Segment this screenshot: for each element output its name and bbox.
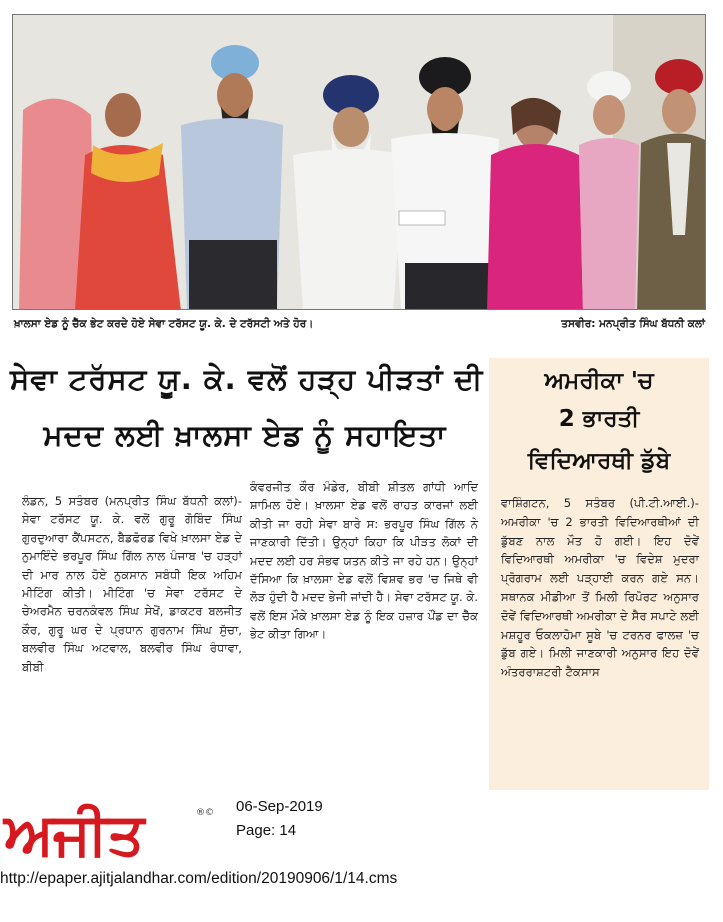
- ajit-logo: ਅਜੀਤ: [4, 800, 144, 868]
- article-column-1: ਲੰਡਨ, 5 ਸਤੰਬਰ (ਮਨਪ੍ਰੀਤ ਸਿੰਘ ਬੱਧਨੀ ਕਲਾਂ)-ਸੇਵਾ ਟਰੱਸਟ ਯੂ. ਕੇ. ਵਲੋਂ ਗੁਰੂ ਗੋਬਿੰਦ ਸਿੰਘ ਗੁਰਦੁਆਰਾ ਕੈਂਪਸਟਨ, ਬੈਡਫੋਰਡ ਵਿਖੇ ਖ਼ਾਲਸਾ ਏਡ ਦੇ ਨੁਮਾਇੰਦੇ ਭਰਪੂਰ ਸਿੰਘ ਗਿੱਲ ਨਾਲ ਪੰਜਾਬ 'ਚ ਹੜ੍ਹਾਂ ਦੀ ਮਾਰ ਨਾਲ ਹੋਏ ਨੁਕਸਾਨ ਸਬੰਧੀ ਇਕ ਅਹਿਮ ਮੀਟਿੰਗ ਕੀਤੀ। ਮੀਟਿੰਗ 'ਚ ਸੇਵਾ ਟਰੱਸਟ ਦੇ ਚੇਅਰਮੈਨ ਚਰਨਕੰਵਲ ਸਿੰਘ ਸੇਖੋਂ, ਡਾਕਟਰ ਬਲਜੀਤ ਕੌਰ, ਗੁਰੂ ਘਰ ਦੇ ਪ੍ਰਧਾਨ ਗੁਰਨਾਮ ਸਿੰਘ ਸੁੱਚਾ, ਬਲਵੀਰ ਸਿੰਘ ਅਟਵਾਲ, ਬਲਵੀਰ ਸਿੰਘ ਰੰਧਾਵਾ, ਬੀਬੀ: [22, 494, 242, 674]
- page-number: Page: 14: [236, 822, 297, 839]
- headline-line-1: ਸੇਵਾ ਟਰੱਸਟ ਯੂ. ਕੇ. ਵਲੋਂ ਹੜ੍ਹ ਪੀੜਤਾਂ ਦੀ: [10, 362, 484, 396]
- source-url[interactable]: http://epaper.ajitjalandhar.com/edition/20190906/1/14.cms: [0, 870, 398, 887]
- edition-date: 06-Sep-2019: [236, 798, 323, 815]
- photo-credit: ਤਸਵੀਰ: ਮਨਪ੍ਰੀਤ ਸਿੰਘ ਬੱਧਨੀ ਕਲਾਂ: [561, 318, 705, 330]
- sidebar-body: ਵਾਸ਼ਿੰਗਟਨ, 5 ਸਤੰਬਰ (ਪੀ.ਟੀ.ਆਈ.)-ਅਮਰੀਕਾ 'ਚ 2 ਭਾਰਤੀ ਵਿਦਿਆਰਥੀਆਂ ਦੀ ਡੁੱਬਣ ਨਾਲ ਮੌਤ ਹੋ ਗਈ। ਇਹ ਦੋਵੇਂ ਵਿਦਿਆਰਥੀ ਅਮਰੀਕਾ 'ਚ ਵਿਦੇਸ਼ ਮੁਦਰਾ ਪ੍ਰੋਗਰਾਮ ਲਈ ਪੜ੍ਹਾਈ ਕਰਨ ਗਏ ਸਨ। ਸਥਾਨਕ ਮੀਡੀਆ ਤੋਂ ਮਿਲੀ ਰਿਪੋਰਟ ਅਨੁਸਾਰ ਦੋਵੇਂ ਵਿਦਿਆਰਥੀ ਅਮਰੀਕਾ ਦੇ ਸੈਰ ਸਪਾਟੇ ਲਈ ਮਸ਼ਹੂਰ ਓਕਲਾਹੋਮਾ ਸੂਬੇ 'ਚ ਟਰਨਰ ਫਾਲਜ਼ 'ਚ ਡੁੱਬ ਗਏ। ਮਿਲੀ ਜਾਣਕਾਰੀ ਅਨੁਸਾਰ ਇਹ ਦੋਵੇਂ ਅੰਤਰਰਾਸ਼ਟਰੀ ਟੈਕਸਾਸ: [501, 496, 699, 680]
- sidebar-headline-1: ਅਮਰੀਕਾ 'ਚ: [544, 368, 654, 394]
- sidebar-news-box: [489, 358, 709, 790]
- group-photo-icon: [13, 15, 706, 310]
- sidebar-headline-3: ਵਿਦਿਆਰਥੀ ਡੁੱਬੇ: [527, 448, 671, 474]
- registered-mark: ®©: [196, 808, 214, 818]
- headline-line-2: ਮਦਦ ਲਈ ਖ਼ਾਲਸਾ ਏਡ ਨੂੰ ਸਹਾਇਤਾ: [43, 418, 447, 452]
- photo-caption: ਖ਼ਾਲਸਾ ਏਡ ਨੂੰ ਚੈੱਕ ਭੇਟ ਕਰਦੇ ਹੋਏ ਸੇਵਾ ਟਰੱਸਟ ਯੂ. ਕੇ. ਦੇ ਟਰੱਸਟੀ ਅਤੇ ਹੋਰ।: [14, 318, 314, 330]
- article-column-2: ਕੰਵਰਜੀਤ ਕੌਰ ਮੰਡੇਰ, ਬੀਬੀ ਸ਼ੀਤਲ ਗਾਂਧੀ ਆਦਿ ਸ਼ਾਮਿਲ ਹੋਏ। ਖ਼ਾਲਸਾ ਏਡ ਵਲੋਂ ਰਾਹਤ ਕਾਰਜਾਂ ਲਈ ਕੀਤੀ ਜਾ ਰਹੀ ਸੇਵਾ ਬਾਰੇ ਸ: ਭਰਪੂਰ ਸਿੰਘ ਗਿੱਲ ਨੇ ਜਾਣਕਾਰੀ ਦਿੱਤੀ। ਉਨ੍ਹਾਂ ਕਿਹਾ ਕਿ ਪੀੜਤ ਲੋਕਾਂ ਦੀ ਮਦਦ ਲਈ ਹਰ ਸੰਭਵ ਯਤਨ ਕੀਤੇ ਜਾ ਰਹੇ ਹਨ। ਉਨ੍ਹਾਂ ਦੱਸਿਆ ਕਿ ਖ਼ਾਲਸਾ ਏਡ ਵਲੋਂ ਵਿਸ਼ਵ ਭਰ 'ਚ ਜਿਥੇ ਵੀ ਲੋੜ ਹੁੰਦੀ ਹੈ ਮਦਦ ਭੇਜੀ ਜਾਂਦੀ ਹੈ। ਸੇਵਾ ਟਰੱਸਟ ਯੂ. ਕੇ. ਵਲੋਂ ਇਸ ਮੌਕੇ ਖ਼ਾਲਸਾ ਏਡ ਨੂੰ ਇਕ ਹਜ਼ਾਰ ਪੌਂਡ ਦਾ ਚੈੱਕ ਭੇਟ ਕੀਤਾ ਗਿਆ।: [250, 480, 478, 642]
- news-photo: [12, 14, 706, 310]
- sidebar-headline-2: 2 ਭਾਰਤੀ: [558, 406, 640, 432]
